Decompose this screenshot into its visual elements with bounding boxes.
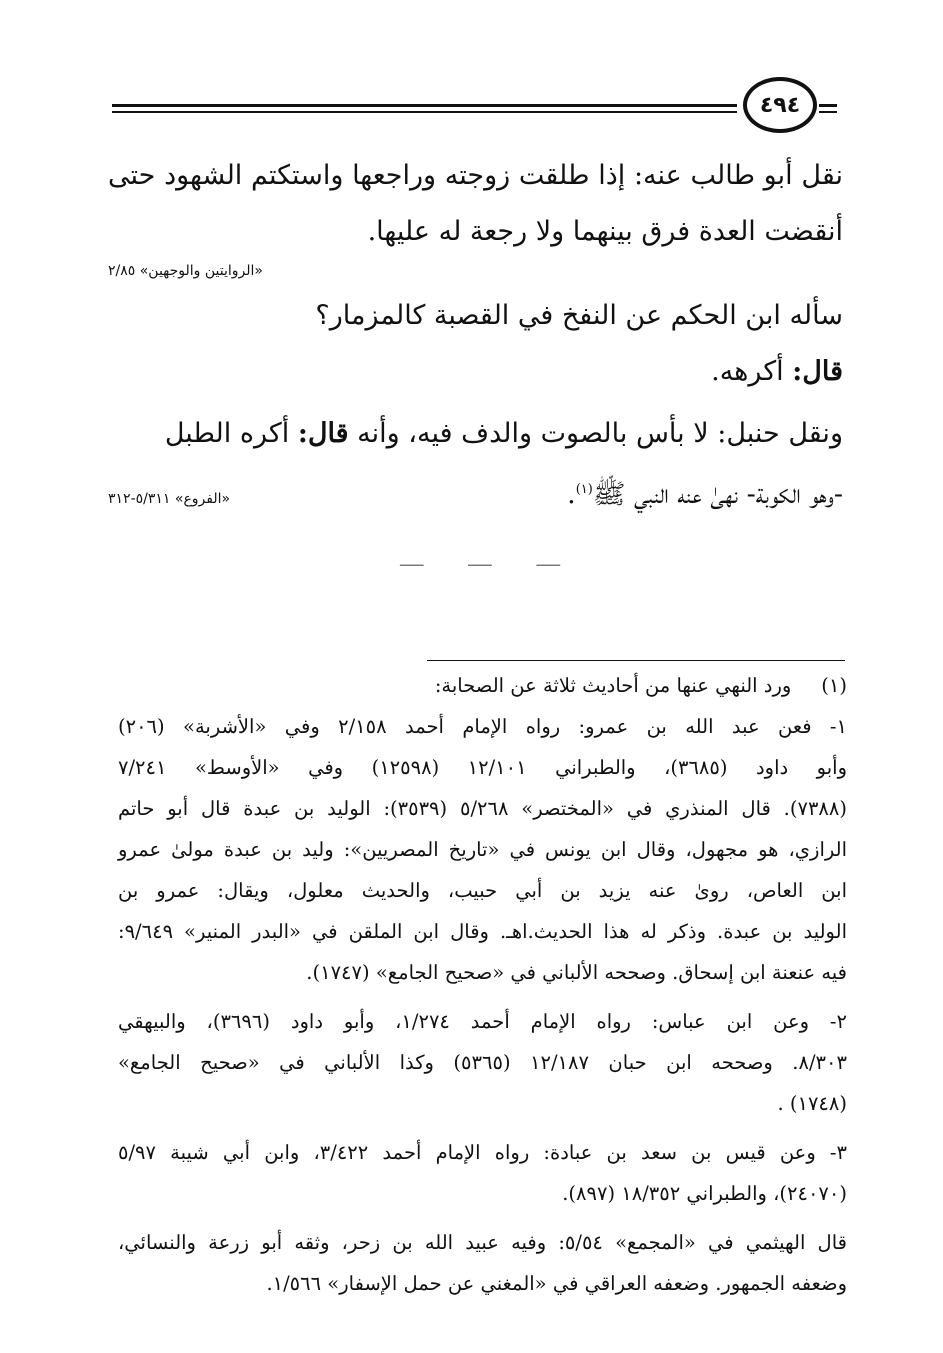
paragraph-4-line-2: [108, 462, 843, 527]
footnote-intro: ورد النهي عنها من أحاديث ثلاثة عن الصحابة:: [434, 674, 792, 697]
footnote-line: وأبو داود (٣٦٨٥)، والطبراني ١٢/١٠١ (١٢٥٩٨) وفي «الأوسط» ٧/٢٤١: [118, 756, 847, 779]
paragraph-4-line-1: [108, 406, 843, 462]
paragraph-1-line-1: نقل أبو طالب عنه: إذا طلقت زوجته وراجعها واستكتم الشهود حتى: [108, 160, 843, 191]
header-rule-thin: [112, 111, 737, 113]
footnote-line: ابن العاص، روىٰ عنه يزيد بن أبي حبيب، والحديث معلول، ويقال: عمرو بن: [118, 879, 847, 902]
footnote-line: (١٧٤٨) .: [777, 1092, 847, 1115]
footnote-line: ٢- وعن ابن عباس: رواه الإمام أحمد ١/٢٧٤، وأبو داود (٣٦٩٦)، والبيهقي: [118, 1010, 847, 1033]
footnotes: [118, 665, 847, 1304]
page-number: ٤٩٤: [759, 92, 801, 118]
page-header: [112, 74, 837, 134]
reference-2: «الفروع» ٥/٣١١-٣١٢: [108, 491, 231, 507]
footnote-line: الوليد بن عبدة. وذكر له هذا الحديث.اهـ. وقال ابن الملقن في «البدر المنير» ٩/٦٤٩:: [118, 920, 847, 943]
footnote-rule: [427, 660, 845, 661]
paragraph-1-line-2: أنقضت العدة فرق بينهما ولا رجعة له عليها.: [367, 216, 843, 247]
footnote-line: ١- فعن عبد الله بن عمرو: رواه الإمام أحمد ٢/١٥٨ وفي «الأشربة» (٢٠٦): [118, 715, 847, 738]
header-rule-right-thin: [819, 111, 837, 113]
footnote-line: ٨/٣٠٣. وصححه ابن حبان ١٢/١٨٧ (٥٣٦٥) وكذا الألباني في «صحيح الجامع»: [118, 1051, 847, 1074]
paragraph-4-text-a: ونقل حنبل: لا بأس بالصوت والدف فيه، وأنه: [357, 418, 843, 449]
said-label-2: قال:: [297, 418, 349, 449]
main-text: [108, 148, 843, 527]
footnote-marker: (١): [575, 482, 593, 497]
footnote-line: قال الهيثمي في «المجمع» ٥/٥٤: وفيه عبيد الله بن زحر، وثقه أبو زرعة والنسائي،: [118, 1231, 847, 1254]
header-rule-right: [819, 104, 837, 107]
reference-1: «الروايتين والوجهين» ٢/٨٥: [108, 263, 263, 279]
ornament-mid: ـــــ: [468, 550, 492, 570]
paragraph-4-end: .: [567, 479, 576, 510]
footnote-number: (١): [821, 674, 847, 697]
section-ornament: [400, 551, 560, 569]
footnote-line: ٣- وعن قيس بن سعد بن عبادة: رواه الإمام أحمد ٣/٤٢٢، وابن أبي شيبة ٥/٩٧: [118, 1141, 847, 1164]
paragraph-3-text: أكرهه.: [711, 356, 784, 387]
page-number-badge: [743, 77, 817, 133]
footnote-line: فيه عنعنة ابن إسحاق. وصححه الألباني في «صحيح الجامع» (١٧٤٧).: [306, 961, 847, 984]
header-rule: [112, 104, 737, 107]
ornament-left: ـــــ: [536, 550, 560, 570]
paragraph-3: [108, 344, 843, 400]
paragraph-2: سأله ابن الحكم عن النفخ في القصبة كالمزمار؟: [315, 300, 843, 331]
footnote-line: (٢٤٠٧٠)، والطبراني ١٨/٣٥٢ (٨٩٧).: [562, 1182, 847, 1205]
ornament-right: ـــــ: [400, 550, 424, 570]
paragraph-4-line-2-text: [567, 462, 843, 523]
paragraph-4-line-2-body: -وهو الكوبة- نهىٰ عنه النبي ﷺ: [592, 479, 843, 510]
footnote-line: الرازي، هو مجهول، وقال ابن يونس في «تاريخ المصريين»: وليد بن عبدة مولىٰ عمرو: [118, 838, 847, 861]
said-label: قال:: [792, 356, 843, 387]
footnote-line: (٧٣٨٨). قال المنذري في «المختصر» ٥/٢٦٨ (٣٥٣٩): الوليد بن عبدة قال أبو حاتم: [118, 797, 847, 820]
paragraph-4-text-b: أكره الطبل: [164, 418, 290, 449]
footnote-line: وضعفه الجمهور. وضعفه العراقي في «المغني عن حمل الإسفار» ١/٥٦٦.: [266, 1272, 847, 1295]
footnote-intro-line: [118, 665, 847, 706]
